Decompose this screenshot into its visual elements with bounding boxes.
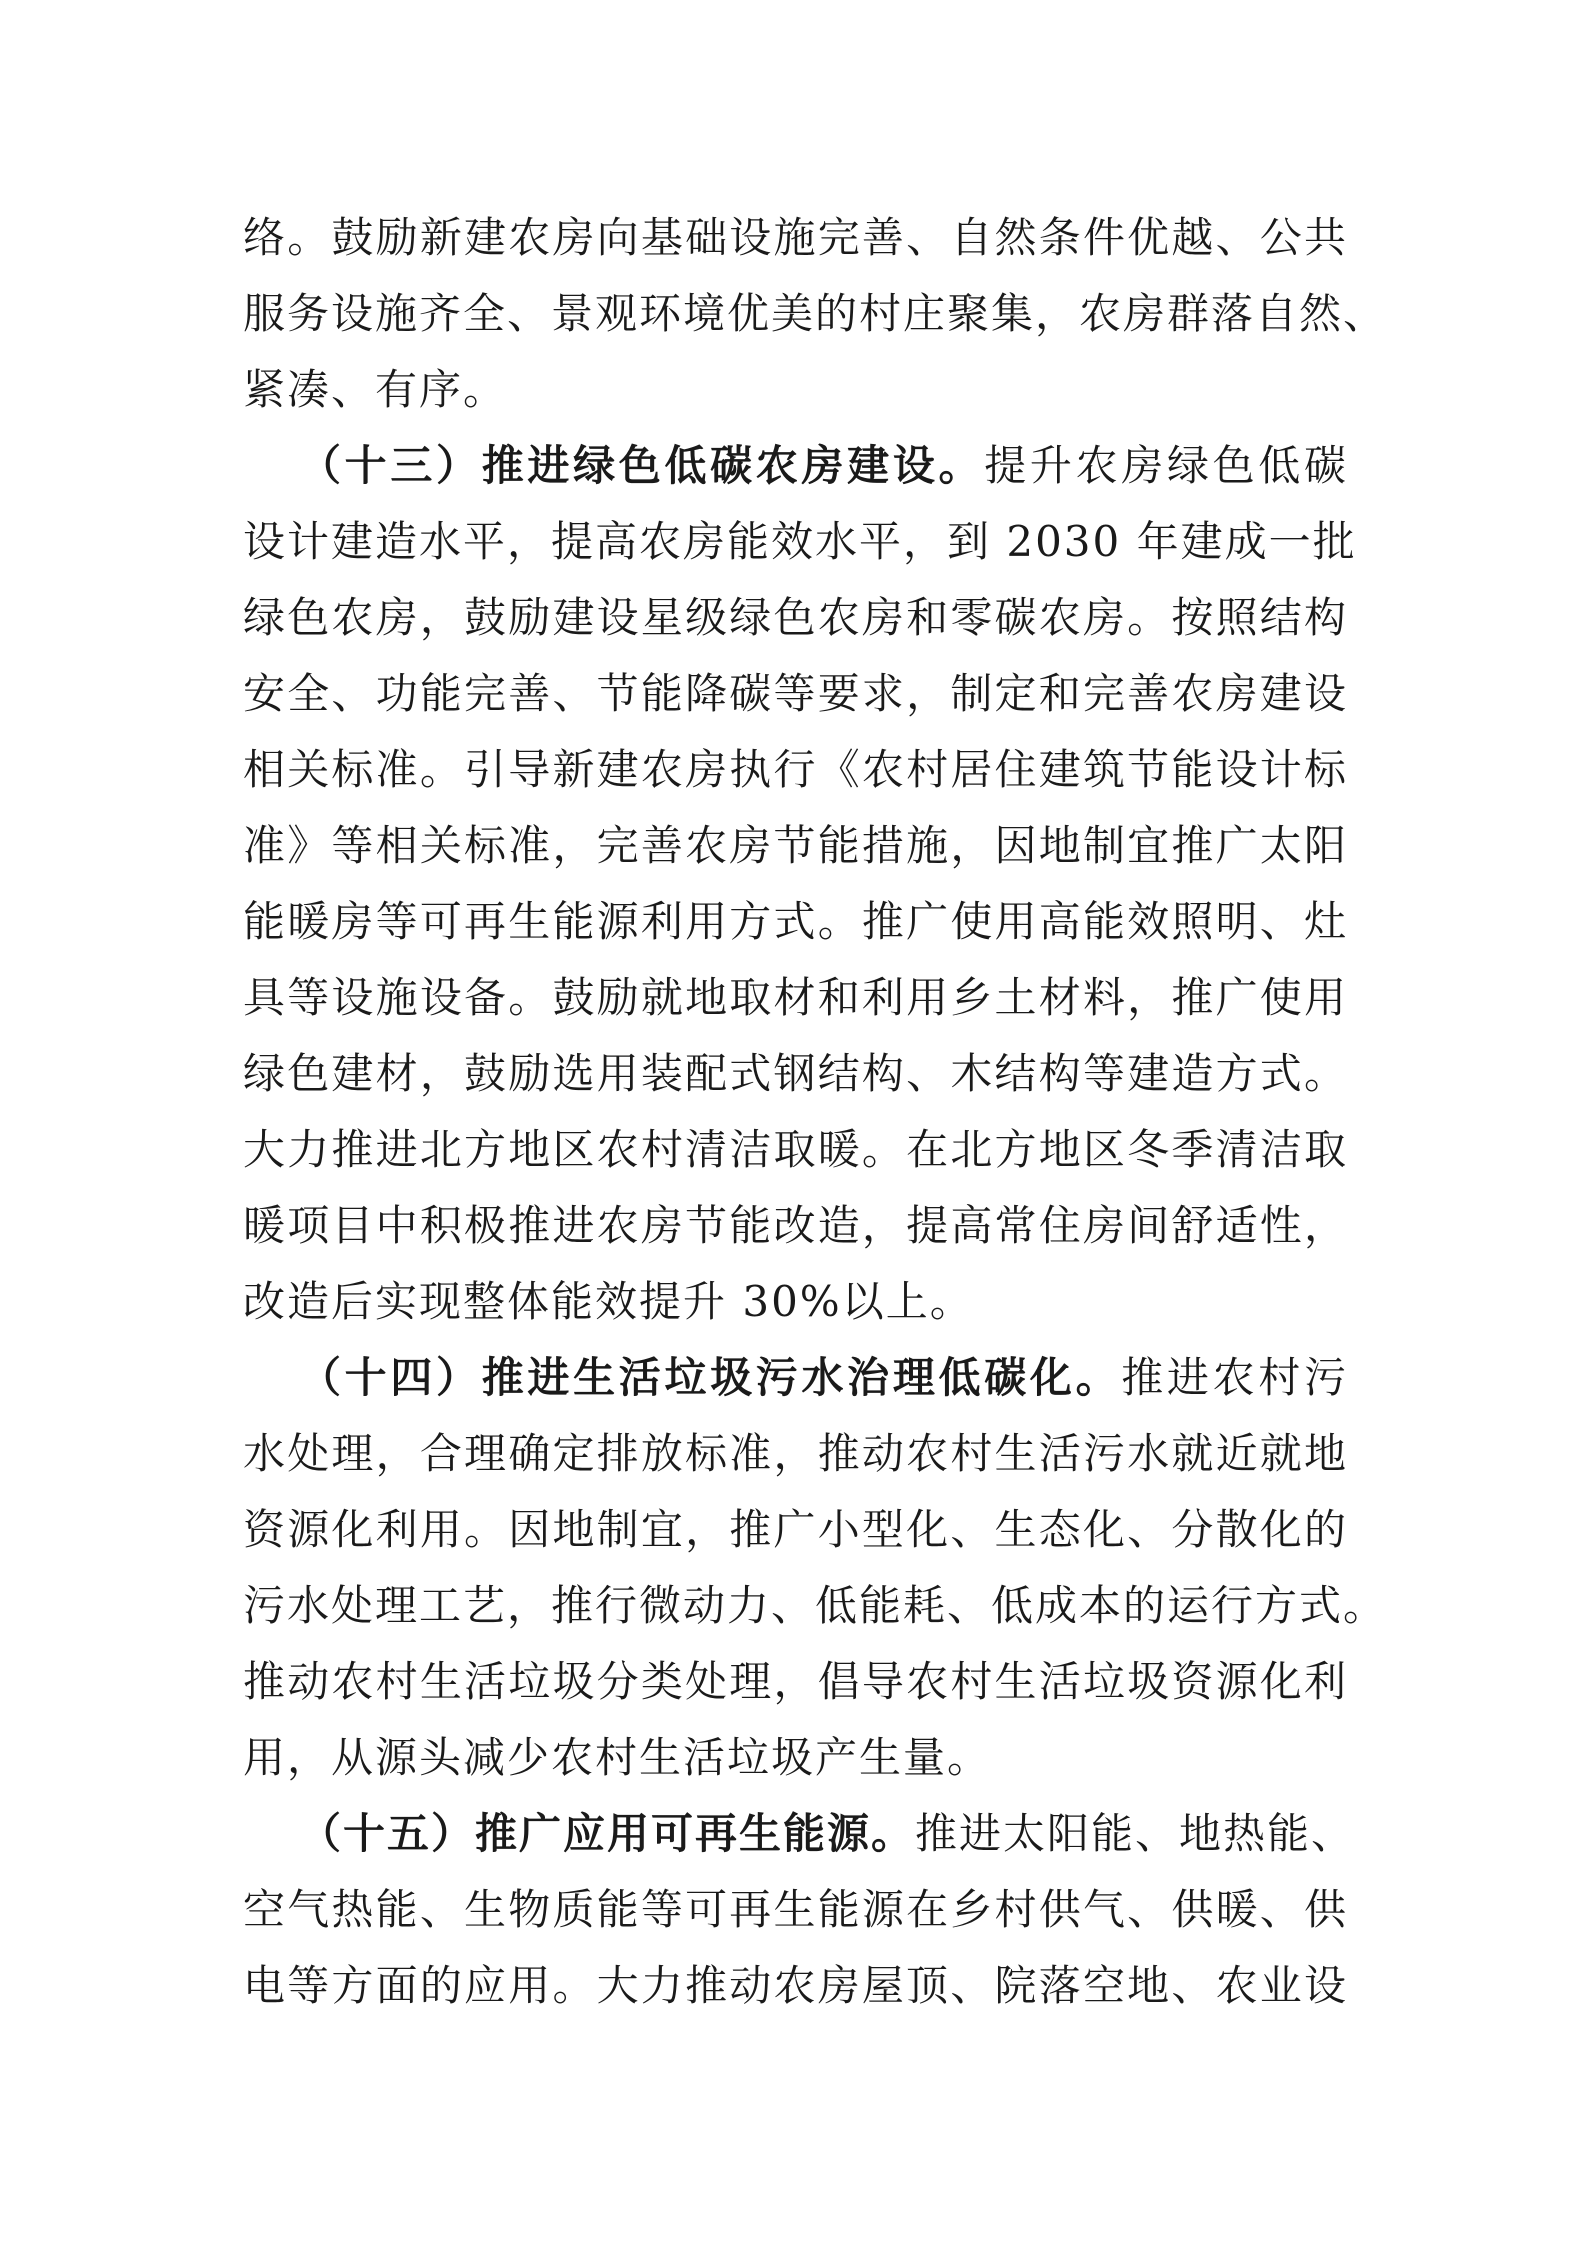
text-line: 绿色建材，鼓励选用装配式钢结构、木结构等建造方式。 [243,1049,1348,1098]
paragraph-continuation [243,200,1388,428]
section-heading: （十四）推进生活垃圾污水治理低碳化。 [299,1353,1122,1402]
text-line [243,1796,1356,1872]
text-line: 资源化利用。因地制宜，推广小型化、生态化、分散化的 [243,1505,1348,1554]
text-line: 准》等相关标准，完善农房节能措施，因地制宜推广太阳 [243,821,1348,870]
text-line: 暖项目中积极推进农房节能改造，提高常住房间舒适性， [243,1201,1348,1250]
text-line [243,428,1348,504]
text-run: 推进农村污 [1121,1353,1348,1402]
section-heading: （十三）推进绿色低碳农房建设。 [299,441,985,490]
text-line: 络。鼓励新建农房向基础设施完善、自然条件优越、公共 [243,213,1348,262]
paragraph-section-14 [243,1340,1388,1796]
text-line: 污水处理工艺，推行微动力、低能耗、低成本的运行方式。 [243,1581,1388,1630]
text-line: 空气热能、生物质能等可再生能源在乡村供气、供暖、供 [243,1885,1348,1934]
text-line: 推动农村生活垃圾分类处理，倡导农村生活垃圾资源化利 [243,1657,1348,1706]
text-run: 提升农房绿色低碳 [984,441,1348,490]
text-line: 电等方面的应用。大力推动农房屋顶、院落空地、农业设 [243,1961,1348,2010]
text-line: 相关标准。引导新建农房执行《农村居住建筑节能设计标 [243,745,1348,794]
paragraph-section-15 [243,1796,1356,2024]
body-text [243,200,1388,2024]
text-line [243,1340,1348,1416]
text-line: 具等设施设备。鼓励就地取材和利用乡土材料，推广使用 [243,973,1348,1022]
text-line: 能暖房等可再生能源利用方式。推广使用高能效照明、灶 [243,897,1348,946]
text-line: 绿色农房，鼓励建设星级绿色农房和零碳农房。按照结构 [243,593,1348,642]
text-line: 安全、功能完善、节能降碳等要求，制定和完善农房建设 [243,669,1348,718]
text-line: 设计建造水平，提高农房能效水平，到 2030 年建成一批 [243,517,1357,566]
text-line: 服务设施齐全、景观环境优美的村庄聚集，农房群落自然、 [243,289,1388,338]
text-line: 大力推进北方地区农村清洁取暖。在北方地区冬季清洁取 [243,1125,1348,1174]
section-heading: （十五）推广应用可再生能源。 [299,1809,916,1858]
text-line: 水处理，合理确定排放标准，推动农村生活污水就近就地 [243,1429,1348,1478]
text-run: 推进太阳能、地热能、 [915,1809,1356,1858]
text-line: 紧凑、有序。 [243,365,508,414]
text-line: 改造后实现整体能效提升 30%以上。 [243,1277,974,1326]
paragraph-section-13 [243,428,1357,1340]
text-line: 用，从源头减少农村生活垃圾产生量。 [243,1733,992,1782]
